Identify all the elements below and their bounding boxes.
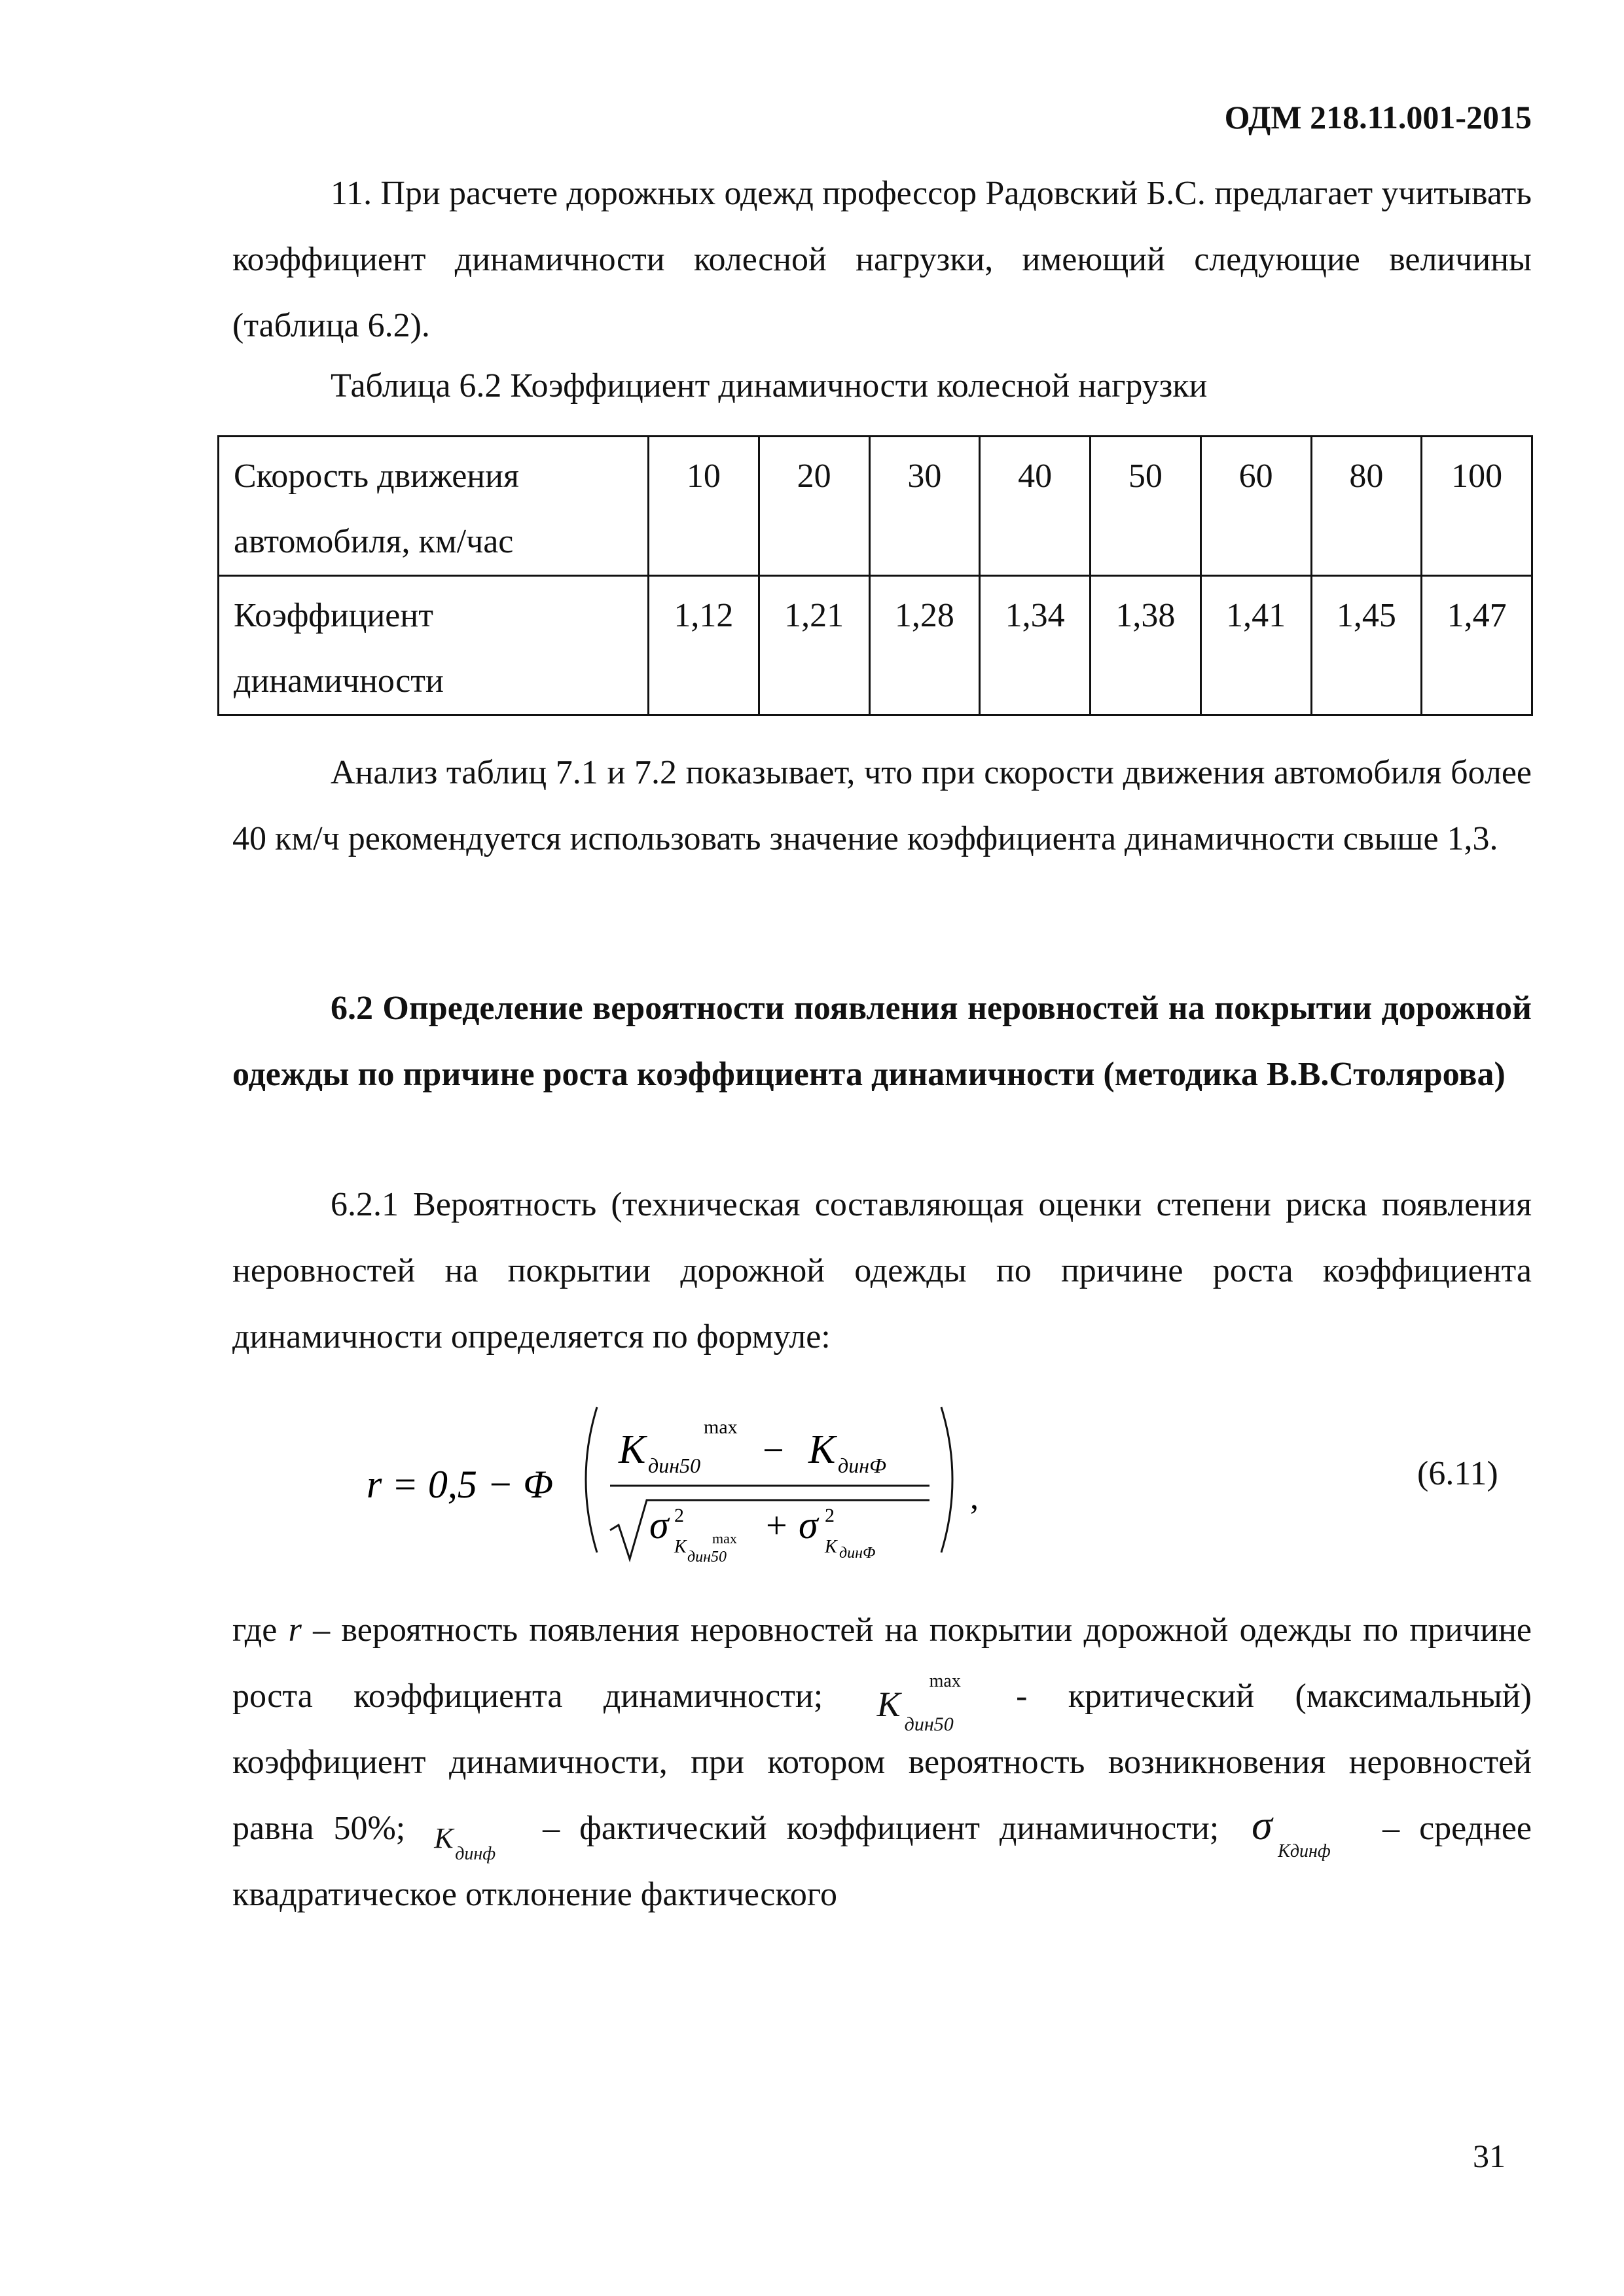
left-paren <box>586 1407 597 1552</box>
denominator-sub-k2: K <box>825 1537 837 1557</box>
formula-6-11 <box>367 1381 1348 1577</box>
numerator-k-max: K <box>619 1427 646 1472</box>
speed-cell: 40 <box>980 437 1091 576</box>
definitions-text-3: – фактический коэффициент динамичности; <box>523 1810 1219 1847</box>
numerator-minus: − <box>763 1429 784 1471</box>
formula-number: (6.11) <box>1417 1455 1498 1492</box>
definitions-paragraph <box>232 1597 1532 1928</box>
denominator-sub-din50: дин50 <box>687 1549 727 1566</box>
k-dinf-symbol <box>425 1805 523 1864</box>
coefficient-cell: 1,38 <box>1091 576 1201 715</box>
speed-cell: 60 <box>1200 437 1311 576</box>
k-max-din50-symbol <box>864 1671 975 1735</box>
numerator-k-f: K <box>808 1427 836 1472</box>
intro-paragraph: 11. При расчете дорожных одежд профессор Радовский Б.С. предлагает учитывать коэффициент динамичности колесной нагрузки, имеющий следующие величины (таблица 6.2). <box>232 175 1532 344</box>
speed-cell: 100 <box>1422 437 1532 576</box>
k-letter: K <box>434 1822 454 1854</box>
formula-comma: , <box>970 1479 979 1516</box>
denominator-sub-dinf: динФ <box>839 1545 876 1562</box>
coefficient-cell: 1,47 <box>1422 576 1532 715</box>
denominator-sup-2a: 2 <box>674 1505 684 1526</box>
denominator-sigma-1: σ <box>649 1503 669 1547</box>
definitions-where: где <box>232 1611 278 1649</box>
sub-kdinf: Kдинф <box>1278 1841 1331 1861</box>
section-heading: 6.2 Определение вероятности появления неровностей на покрытии дорожной одежды по причине роста коэффициента динамичности (методика В.В.Столярова) <box>232 990 1532 1093</box>
coefficient-row-label: Коэффициент динамичности <box>219 576 649 715</box>
coefficient-cell: 1,45 <box>1311 576 1422 715</box>
formula-lhs: r = 0,5 − Φ <box>367 1463 553 1506</box>
denominator-sub-k1: K <box>674 1537 687 1557</box>
table-caption: Таблица 6.2 Коэффициент динамичности колесной нагрузки <box>331 367 1208 404</box>
definitions-r-symbol: r <box>288 1611 302 1649</box>
document-code: ОДМ 218.11.001-2015 <box>1224 99 1532 135</box>
denominator-sup-2b: 2 <box>825 1505 835 1526</box>
coefficient-cell: 1,21 <box>759 576 869 715</box>
speed-cell: 30 <box>869 437 980 576</box>
numerator-sub-dinf: динФ <box>838 1454 886 1477</box>
sigma-letter: σ <box>1252 1802 1272 1848</box>
denominator-sub-max: max <box>712 1530 737 1547</box>
definitions-text-4: – среднее квадратическое отклонение фактического <box>232 1810 1532 1913</box>
sub-dinf: динф <box>455 1844 496 1864</box>
sub-din50: дин50 <box>904 1713 954 1735</box>
speed-cell: 80 <box>1311 437 1422 576</box>
definitions-text-1: – вероятность появления неровностей на покрытии дорожной одежды по причине роста коэффициента динамичности; <box>232 1611 1532 1715</box>
sup-max: max <box>929 1671 961 1691</box>
speed-cell: 50 <box>1091 437 1201 576</box>
coefficient-cell: 1,34 <box>980 576 1091 715</box>
definitions-text-2: - критический (максимальный) коэффициент динамичности, при котором вероятность возникновения неровностей равна 50%; <box>232 1677 1532 1847</box>
coefficient-cell: 1,41 <box>1200 576 1311 715</box>
speed-cell: 10 <box>649 437 759 576</box>
coefficient-cell: 1,28 <box>869 576 980 715</box>
speed-row-label: Скорость движения автомобиля, км/час <box>219 437 649 576</box>
numerator-sub-din50: дин50 <box>648 1454 701 1477</box>
right-paren <box>941 1407 952 1552</box>
speed-cell: 20 <box>759 437 869 576</box>
coefficient-cell: 1,12 <box>649 576 759 715</box>
paragraph-6-2-1: 6.2.1 Вероятность (техническая составляющая оценки степени риска появления неровностей на покрытии дорожной одежды по причине роста коэффициента динамичности определяется по формуле: <box>232 1186 1532 1355</box>
coefficient-table <box>217 435 1533 716</box>
denominator-sigma-2: σ <box>799 1503 818 1547</box>
numerator-sup-max: max <box>704 1416 738 1438</box>
sigma-k-dinf-symbol <box>1238 1802 1363 1861</box>
table-row <box>219 576 1532 715</box>
k-letter: K <box>876 1685 901 1724</box>
page-number: 31 <box>1473 2138 1506 2174</box>
table-row <box>219 437 1532 576</box>
denominator-plus: + <box>766 1504 787 1547</box>
analysis-paragraph: Анализ таблиц 7.1 и 7.2 показывает, что при скорости движения автомобиля более 40 км/ч рекомендуется использовать значение коэффициента динамичности свыше 1,3. <box>232 754 1532 857</box>
